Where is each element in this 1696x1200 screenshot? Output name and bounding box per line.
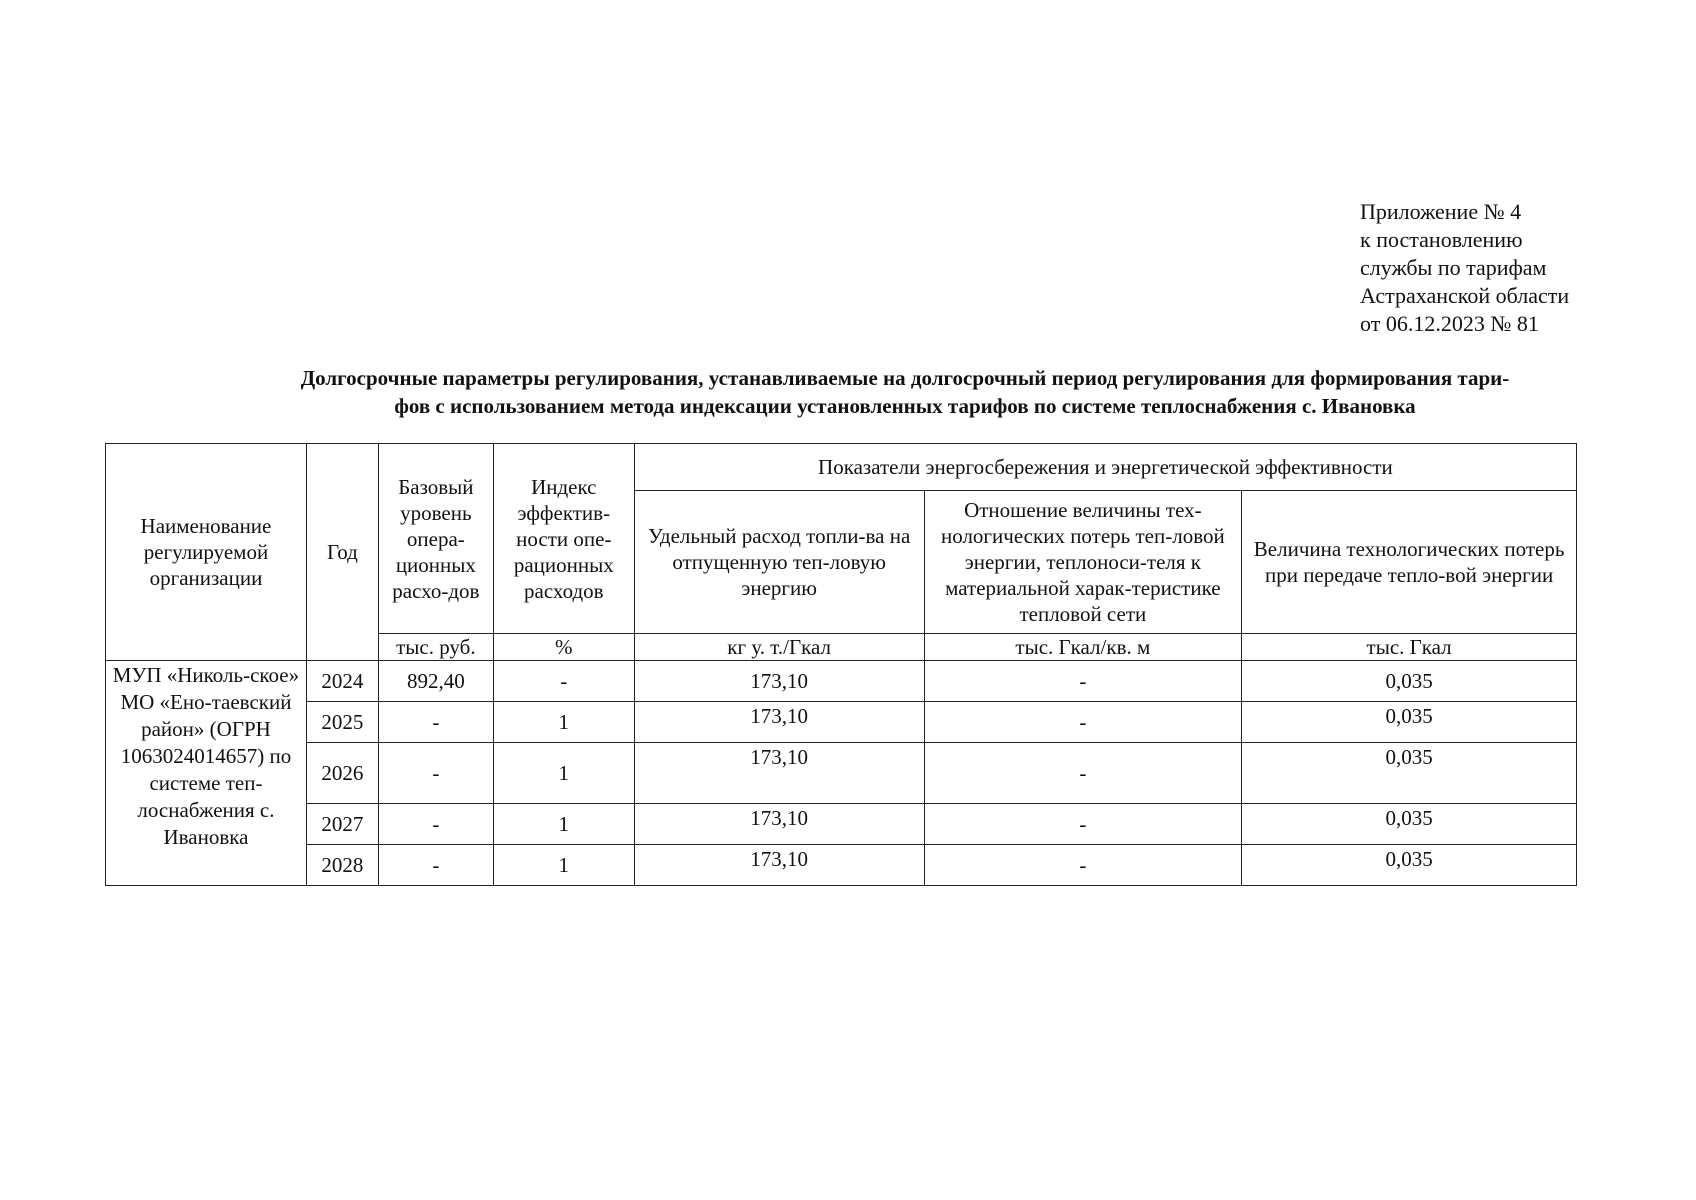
fuel-cell: 173,10 xyxy=(634,845,924,886)
year-cell: 2024 xyxy=(306,661,378,702)
base-cell: 892,40 xyxy=(378,661,493,702)
index-cell: 1 xyxy=(493,702,634,743)
index-cell: 1 xyxy=(493,743,634,804)
header-fuel: Удельный расход топли-ва на отпущенную теп-ловую энергию xyxy=(634,491,924,634)
loss-cell: 0,035 xyxy=(1242,804,1577,845)
fuel-cell: 173,10 xyxy=(634,661,924,702)
fuel-cell: 173,10 xyxy=(634,804,924,845)
organization-cell: МУП «Николь-ское» МО «Ено-таевский район» (ОГРН 1063024014657) по системе теп-лоснабжения с. Ивановка xyxy=(106,661,307,886)
appendix-line: Астраханской области xyxy=(1360,283,1570,308)
unit-index: % xyxy=(493,634,634,661)
title-line: фов с использованием метода индексации установленных тарифов по системе теплоснабжения с. Ивановка xyxy=(394,394,1416,418)
table-row xyxy=(106,661,1577,702)
table-row xyxy=(106,804,1577,845)
loss-cell: 0,035 xyxy=(1242,743,1577,804)
appendix-line: Приложение № 4 xyxy=(1360,199,1522,224)
header-ratio: Отношение величины тех-нологических потерь теп-ловой энергии, теплоноси-теля к материальной харак-теристике тепловой сети xyxy=(924,491,1242,634)
header-index: Индекс эффектив-ности опе-рационных расходов xyxy=(493,444,634,634)
ratio-cell: - xyxy=(924,845,1242,886)
loss-cell: 0,035 xyxy=(1242,702,1577,743)
base-cell: - xyxy=(378,845,493,886)
appendix-block xyxy=(1360,198,1569,338)
header-loss: Величина технологических потерь при передаче тепло-вой энергии xyxy=(1242,491,1577,634)
loss-cell: 0,035 xyxy=(1242,845,1577,886)
ratio-cell: - xyxy=(924,702,1242,743)
year-cell: 2028 xyxy=(306,845,378,886)
ratio-cell: - xyxy=(924,804,1242,845)
fuel-cell: 173,10 xyxy=(634,702,924,743)
regulation-parameters-table xyxy=(105,443,1577,886)
table-row xyxy=(106,845,1577,886)
table-row xyxy=(106,702,1577,743)
loss-cell: 0,035 xyxy=(1242,661,1577,702)
header-row xyxy=(106,444,1577,491)
index-cell: 1 xyxy=(493,804,634,845)
year-cell: 2026 xyxy=(306,743,378,804)
base-cell: - xyxy=(378,743,493,804)
document-title xyxy=(175,364,1635,420)
fuel-cell: 173,10 xyxy=(634,743,924,804)
base-cell: - xyxy=(378,702,493,743)
index-cell: - xyxy=(493,661,634,702)
header-year: Год xyxy=(306,444,378,661)
base-cell: - xyxy=(378,804,493,845)
index-cell: 1 xyxy=(493,845,634,886)
unit-fuel: кг у. т./Гкал xyxy=(634,634,924,661)
year-cell: 2025 xyxy=(306,702,378,743)
title-line: Долгосрочные параметры регулирования, устанавливаемые на долгосрочный период регулирования для формирования тари- xyxy=(300,366,1510,390)
year-cell: 2027 xyxy=(306,804,378,845)
unit-loss: тыс. Гкал xyxy=(1242,634,1577,661)
appendix-line: к постановлению xyxy=(1360,227,1523,252)
ratio-cell: - xyxy=(924,743,1242,804)
appendix-line: от 06.12.2023 № 81 xyxy=(1360,311,1539,336)
header-org: Наименование регулируемой организации xyxy=(106,444,307,661)
appendix-line: службы по тарифам xyxy=(1360,255,1547,280)
header-base: Базовый уровень опера-ционных расхо-дов xyxy=(378,444,493,634)
ratio-cell: - xyxy=(924,661,1242,702)
header-energy-group: Показатели энергосбережения и энергетической эффективности xyxy=(634,444,1576,491)
unit-ratio: тыс. Гкал/кв. м xyxy=(924,634,1242,661)
table-row xyxy=(106,743,1577,804)
unit-base: тыс. руб. xyxy=(378,634,493,661)
